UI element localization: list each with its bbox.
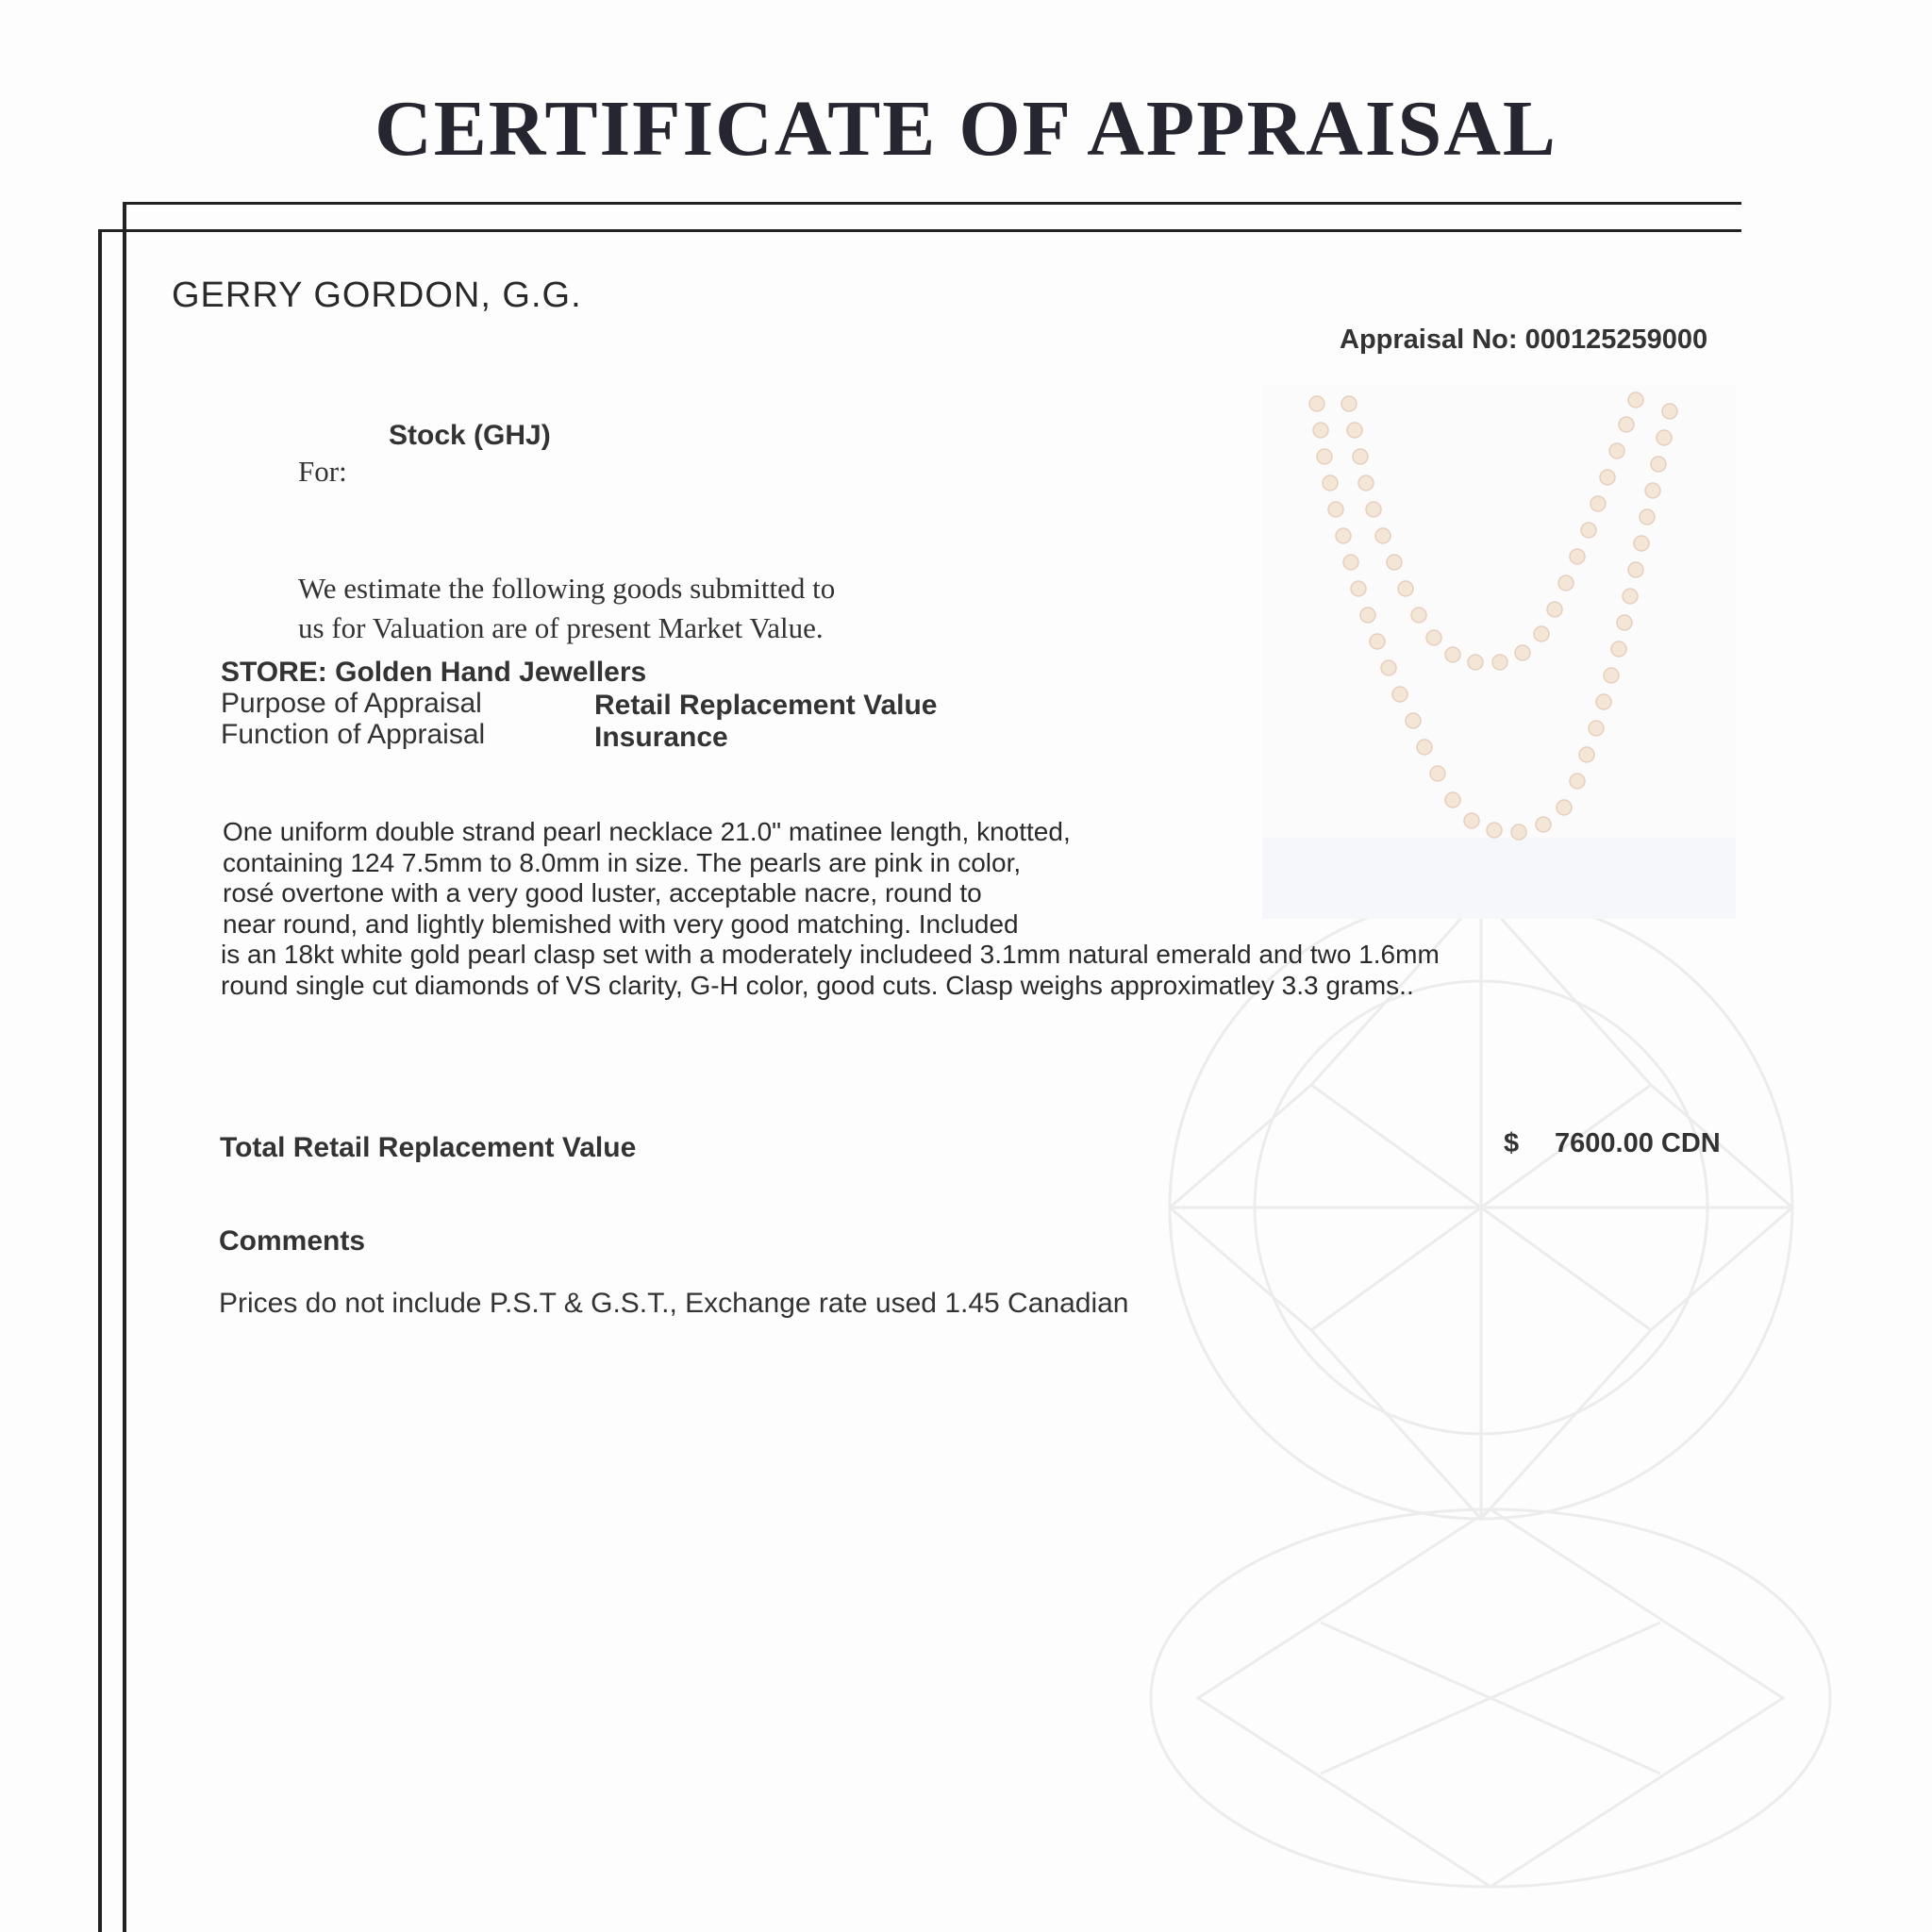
intro-line-1: We estimate the following goods submitted to [298, 572, 836, 605]
function-value: Insurance [594, 722, 728, 753]
total-currency-symbol: $ [1504, 1128, 1520, 1158]
appraisal-number-label: Appraisal No: [1340, 325, 1518, 355]
left-border-line-2 [123, 202, 126, 1932]
appraisal-number [1340, 325, 1707, 356]
store-line: STORE: Golden Hand Jewellers [221, 657, 647, 688]
appraisal-number-value: 000125259000 [1524, 325, 1708, 355]
function-label: Function of Appraisal [221, 719, 486, 750]
description-line: One uniform double strand pearl necklace 21.0" matinee length, knotted, [223, 817, 1071, 846]
for-label: For: [298, 455, 347, 488]
comments-text: Prices do not include P.S.T & G.S.T., Exchange rate used 1.45 Canadian [219, 1288, 1129, 1319]
top-border-line-1 [123, 202, 1741, 205]
description-line: containing 124 7.5mm to 8.0mm in size. The pearls are pink in color, [223, 847, 1022, 877]
description-line: round single cut diamonds of VS clarity, G-H color, good cuts. Clasp weighs approximatley 3.3 grams.. [221, 970, 1414, 1000]
total-value: 7600.00 CDN [1555, 1128, 1721, 1158]
page-title: CERTIFICATE OF APPRAISAL [375, 85, 1557, 173]
intro-line-2: us for Valuation are of present Market Value. [298, 611, 824, 644]
for-value: Stock (GHJ) [389, 420, 551, 451]
appraiser-name: GERRY GORDON, G.G. [172, 275, 582, 315]
purpose-value: Retail Replacement Value [594, 690, 938, 721]
total-label: Total Retail Replacement Value [220, 1132, 637, 1163]
description-line: is an 18kt white gold pearl clasp set with a moderately includeed 3.1mm natural emerald and two 1.6mm [221, 940, 1440, 969]
purpose-label: Purpose of Appraisal [221, 688, 482, 719]
description-line: rosé overtone with a very good luster, acceptable nacre, round to [223, 878, 982, 908]
item-description [223, 817, 1440, 1001]
comments-heading: Comments [219, 1225, 366, 1257]
left-border-line-1 [98, 229, 102, 1932]
gemstone-watermark-icon [1085, 849, 1887, 1932]
top-border-line-2 [98, 229, 1741, 232]
description-line: near round, and lightly blemished with very good matching. Included [223, 908, 1019, 939]
